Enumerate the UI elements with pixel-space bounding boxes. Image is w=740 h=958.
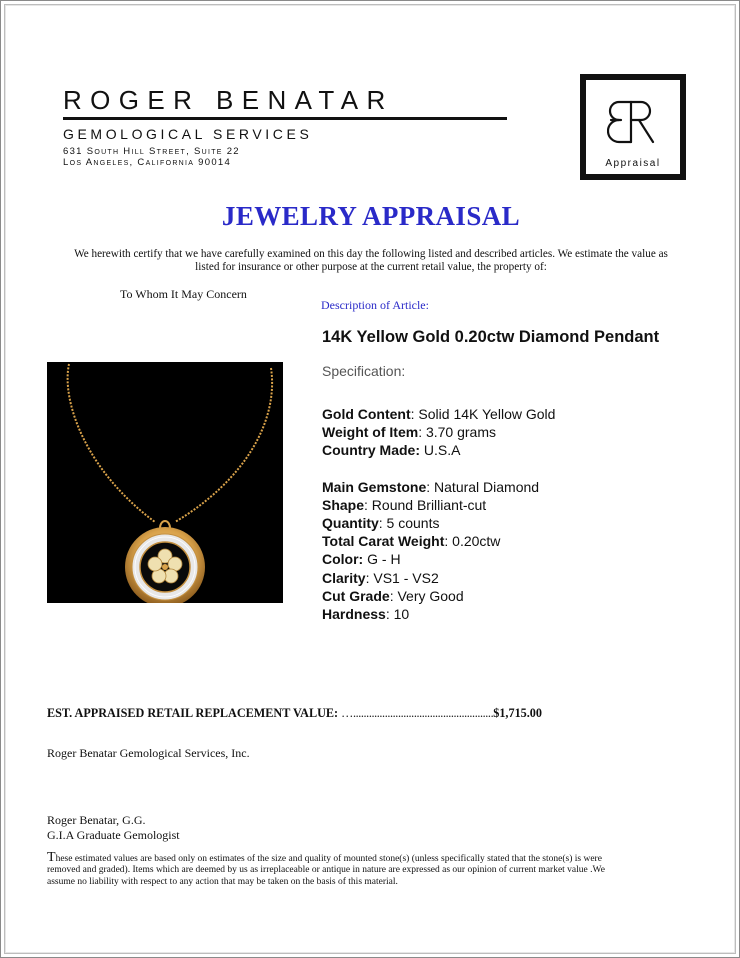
spec-row: Hardness: 10: [322, 606, 410, 623]
address-line-2: Los Angeles, California 90014: [63, 157, 232, 168]
spec-row: Quantity: 5 counts: [322, 515, 440, 532]
disclaimer-text: hese estimated values are based only on estimates of the size and quality of mounted stone(s) (unless specifically stated that the stone(s) is were removed and graded). Items which are deemed by us as irreplaceable or antique in nature are expressed as our opinion of current market value .We assume no liability with respect to any action that may be taken on the basis of this material.: [47, 854, 605, 887]
company-header: [63, 85, 507, 168]
item-title: 14K Yellow Gold 0.20ctw Diamond Pendant: [322, 328, 660, 346]
spec-row: Main Gemstone: Natural Diamond: [322, 478, 540, 495]
br-monogram-logo: [580, 74, 686, 180]
certification-text: We herewith certify that we have carefully examined on this day the following listed and described articles. We estimate the value as listed for insurance or other purpose at the current retail value, the property of:: [74, 248, 668, 273]
document-title: JEWELRY APPRAISAL: [221, 201, 521, 231]
company-name: ROGER BENATAR: [63, 85, 394, 115]
value-label: EST. APPRAISED RETAIL REPLACEMENT VALUE:: [47, 706, 339, 720]
signature-block: [47, 813, 180, 843]
disclaimer-drop-cap: T: [47, 850, 56, 865]
pendant-image-icon: [47, 362, 283, 603]
specification-list: [322, 405, 555, 623]
address-line-1: 631 South Hill Street, Suite 22: [63, 146, 240, 157]
value-leader-dots: ….....................................................: [341, 706, 494, 720]
spec-row: Total Carat Weight: 0.20ctw: [322, 533, 501, 550]
company-subtitle: GEMOLOGICAL SERVICES: [63, 126, 313, 142]
spec-row: Cut Grade: Very Good: [322, 587, 464, 604]
spec-row: Country Made: U.S.A: [322, 442, 461, 459]
pendant-photo: [47, 362, 283, 603]
disclaimer: [47, 850, 607, 888]
spec-row: Weight of Item: 3.70 grams: [322, 424, 497, 441]
specification-label: Specification:: [322, 363, 406, 379]
logo-caption: Appraisal: [605, 158, 661, 169]
spec-row: Clarity: VS1 - VS2: [322, 569, 439, 586]
value-amount: $1,715.00: [493, 706, 542, 720]
spec-gap: [322, 460, 555, 478]
description-label: Description of Article:: [321, 298, 429, 312]
br-monogram-icon: [607, 98, 659, 144]
signatory-name: Roger Benatar, G.G.: [47, 813, 146, 827]
signatory-title: G.I.A Graduate Gemologist: [47, 828, 180, 842]
spec-row: Color: G - H: [322, 551, 401, 568]
company-rule: [63, 117, 507, 120]
spec-row: Gold Content: Solid 14K Yellow Gold: [322, 406, 556, 422]
company-inc: Roger Benatar Gemological Services, Inc.: [47, 746, 250, 760]
spec-row: Shape: Round Brilliant-cut: [322, 496, 487, 513]
appraised-value-line: [47, 706, 542, 721]
recipient: To Whom It May Concern: [120, 287, 247, 301]
